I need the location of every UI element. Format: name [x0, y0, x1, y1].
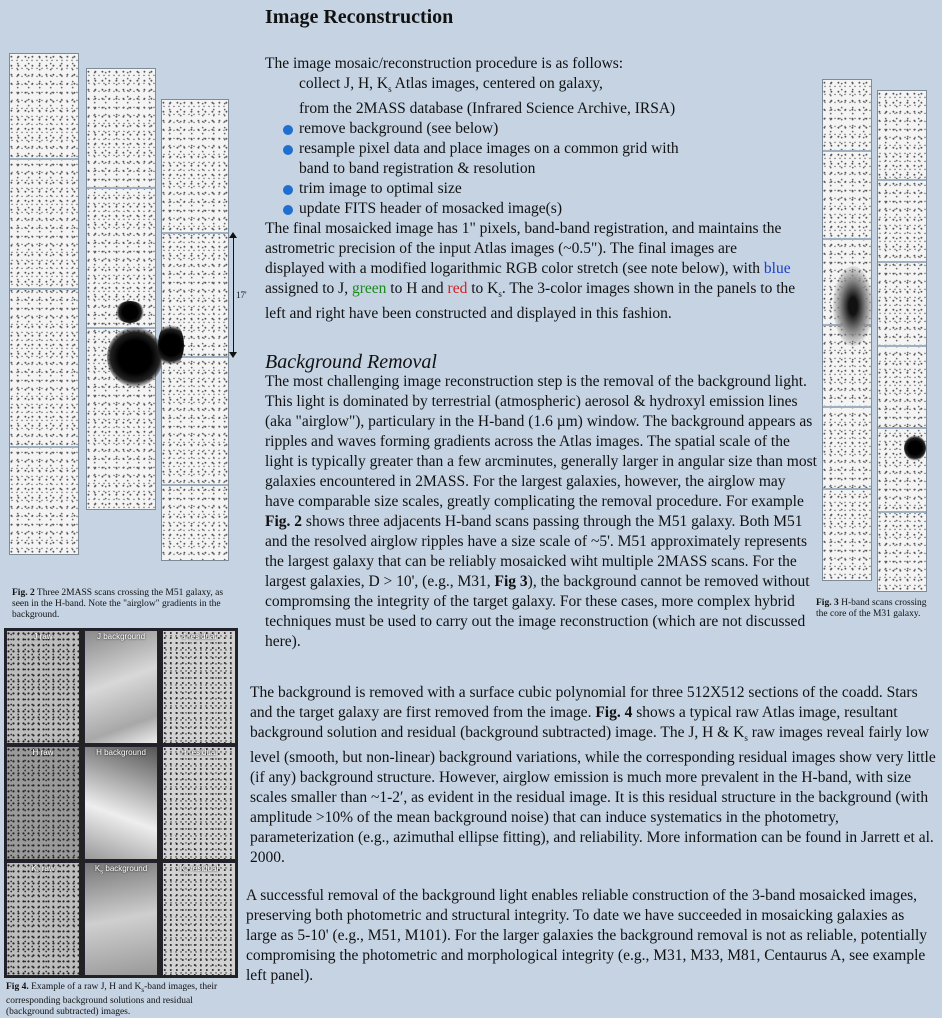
conclusion-paragraph: A successful removal of the background light enables reliable construction of the 3-band mosaicked images, preserving both photometric and structural integrity. To date we have succeeded in mosaicking galaxies as large as 5-10' (e.g., M51, M101). For the larger galaxies the background removal is not as reliable, potentially compromising the photometric and morphological integrity (e.g., M31, M33, M81, Centaurus A, see example left panel). [246, 887, 928, 984]
red-word: red [447, 280, 468, 298]
method-text-1: The background is removed with a surface cubic polynomial for three 512X512 sections of the coadd. Stars and the target galaxy are first removed from the image. [250, 684, 918, 721]
j-background-panel [84, 630, 158, 744]
panel-title [7, 864, 79, 876]
panel-title: H raw [32, 748, 54, 757]
scale-arrow-down-icon [229, 352, 237, 358]
scan-strip [877, 90, 927, 592]
strip-divider [87, 187, 155, 189]
fig4-caption-text-2: -band images, their corresponding background solutions and residual (background subtracted) images. [6, 982, 218, 1017]
m32-galaxy [904, 435, 926, 461]
page-title: Image Reconstruction [265, 6, 454, 28]
scale-arrow-up-icon [229, 232, 237, 238]
background-text-1: The most challenging image reconstruction step is the removal of the background light. This light is dominated by terrestrial (atmospheric) aerosol & hydroxyl emission lines (aka "airglow"), particulary in the H-band (1.6 µm) window. The background appears as ripples and waves forming gradients across the Atlas images. The spatial scale of the light is typically greater than a few arcminutes, generally larger in angular size than most galaxies encountered in 2MASS. For the largest galaxies, however, the airglow may have comparable size scales, greatly complicating the removal procedure. For example [265, 373, 817, 510]
panel-title: J background [96, 632, 146, 641]
panel-title-sub: s [100, 869, 104, 876]
panel-title-rest: residual [188, 864, 219, 873]
ks-residual-panel [162, 862, 236, 976]
ks-background-panel [84, 862, 158, 976]
final-text-1: The final mosaicked image has 1" pixels, band-band registration, and maintains the astrometric precision of the input Atlas images (~0.5"). The final images are displayed with a modified logarithmic RGB color stretch (see note below), with [265, 220, 782, 278]
fig4-caption-sub: s [141, 985, 145, 994]
panel-title-k: K [179, 864, 186, 873]
strip-divider [162, 484, 228, 486]
bullet-item: remove background (see below) [265, 119, 805, 139]
scale-bar [233, 236, 234, 354]
ks-raw-panel [6, 862, 80, 976]
method-paragraph [250, 683, 938, 868]
step-collect-rest: Atlas images, centered on galaxy, [391, 75, 603, 92]
h-background-panel [84, 746, 158, 860]
panel-title-sub: s [36, 869, 40, 876]
strip-divider [823, 488, 871, 490]
background-heading: Background Removal [265, 351, 437, 373]
fig2-caption [12, 588, 232, 621]
h-raw-panel [6, 746, 80, 860]
final-sub: s [498, 289, 502, 300]
strip-divider [878, 345, 926, 347]
j-raw-panel [6, 630, 80, 744]
scan-strip [822, 79, 872, 581]
bullet-item: resample pixel data and place images on a common grid with [265, 139, 805, 159]
strip-divider [878, 179, 926, 181]
h-residual-panel [162, 746, 236, 860]
bullet-item: update FITS header of mosacked image(s) [265, 199, 805, 219]
fig2-caption-label: Fig. 2 [12, 588, 35, 598]
strip-divider [823, 238, 871, 240]
step-collect-source: from the 2MASS database (Infrared Science Archive, IRSA) [299, 100, 676, 118]
strip-divider [10, 288, 78, 290]
final-text-2: assigned to J, [265, 280, 352, 298]
step-collect [265, 74, 805, 99]
background-removal-section [265, 352, 817, 652]
green-word: green [351, 280, 387, 298]
fig4-caption [6, 982, 238, 1018]
strip-divider [878, 261, 926, 263]
fig4-caption-text-1: Example of a raw J, H and K [28, 982, 142, 992]
bullet-item: trim image to optimal size [265, 179, 805, 199]
background-text-2: shows three adjacents H-band scans passing through the M51 galaxy. Both M51 and the resolved airglow ripples have a size scale of ~5'. M51 approximately represents the largest galaxy that can be reliably mosaicked wiht multiple 2MASS scans. For the largest galaxies, D > 10', (e.g., M31, [265, 513, 808, 590]
scale-label: 17' [236, 290, 247, 300]
panel-title [163, 864, 235, 876]
panel-title: H background [96, 748, 146, 757]
strip-divider [878, 427, 926, 429]
intro-section [265, 54, 805, 324]
panel-title-k: K [31, 864, 37, 873]
panel-title-k: K [94, 864, 101, 873]
strip-divider [10, 158, 78, 160]
m51-galaxy [107, 327, 163, 387]
m51-galaxy-edge [158, 322, 184, 368]
background-text-3: ), the background cannot be removed without compromsing the integrity of the target galaxy. For these cases, more complex hybrid techniques must be used to carry out the image reconstruction (which are not discussed here). [265, 573, 810, 650]
j-residual-panel [162, 630, 236, 744]
strip-divider [10, 446, 78, 448]
scan-strip [161, 99, 229, 561]
strip-divider [162, 232, 228, 234]
fig4-grid [4, 628, 238, 978]
final-text-3: to H and [386, 280, 448, 298]
step-collect-text: collect J, H, K [299, 75, 389, 92]
m51-companion [115, 301, 145, 323]
panel-title-sub: s [185, 869, 189, 876]
panel-title [85, 864, 157, 876]
background-paragraph [265, 372, 817, 652]
panel-title: H residual [180, 748, 217, 757]
scan-strip [86, 68, 156, 510]
fig3-caption [816, 598, 940, 620]
intro-lead: The image mosaic/reconstruction procedure is as follows: [265, 55, 624, 72]
fig3-caption-text: H-band scans crossing the core of the M31 galaxy. [816, 598, 927, 619]
fig2-ref: Fig. 2 [265, 513, 303, 530]
final-text-5: . The 3-color images shown in the panels to the left and right have been constructed and displayed in this fashion. [265, 280, 796, 323]
strip-divider [878, 511, 926, 513]
panel-title: J raw [33, 632, 53, 641]
m31-core [833, 266, 873, 346]
panel-title-rest: background [103, 864, 148, 873]
strip-divider [823, 406, 871, 408]
fig4-ref: Fig. 4 [595, 704, 633, 721]
final-text-4: to K [467, 280, 499, 298]
panel-title-rest: raw [39, 864, 55, 873]
blue-word: blue [763, 260, 791, 278]
method-text-2: shows a typical raw Atlas image, resultant background solution and residual (background subtracted) image. The J, H & K [250, 704, 898, 741]
strip-divider [823, 150, 871, 152]
fig3-caption-label: Fig. 3 [816, 598, 839, 608]
step-collect-sub: s [388, 84, 392, 95]
method-sub: s [744, 733, 748, 744]
method-text-3: raw images reveal fairly low level (smooth, but non-linear) background variations, while the corresponding residual images show very little (if any) background structure. However, airglow emission is much more prevalent in the H-band, with size scales smaller than ~1-2′, as evident in the residual image. It is this residual structure in the background (with amplitude >10% of the mean background noise) that can induce systematics in the photometry, parameterization (e.g., azimuthal ellipse fitting), and reliability. More information can be found in Jarrett et al. 2000. [250, 724, 936, 867]
panel-title: J residual [181, 632, 217, 641]
bullet-item-cont: band to band registration & resolution [299, 160, 536, 178]
scan-strip [9, 53, 79, 555]
final-image-paragraph [265, 219, 797, 324]
fig4-caption-label: Fig 4. [6, 982, 29, 992]
fig3-ref: Fig 3 [494, 573, 528, 590]
fig2-caption-text: Three 2MASS scans crossing the M51 galaxy, as seen in the H-band. Note the "airglow" gradients in the background. [12, 588, 224, 620]
